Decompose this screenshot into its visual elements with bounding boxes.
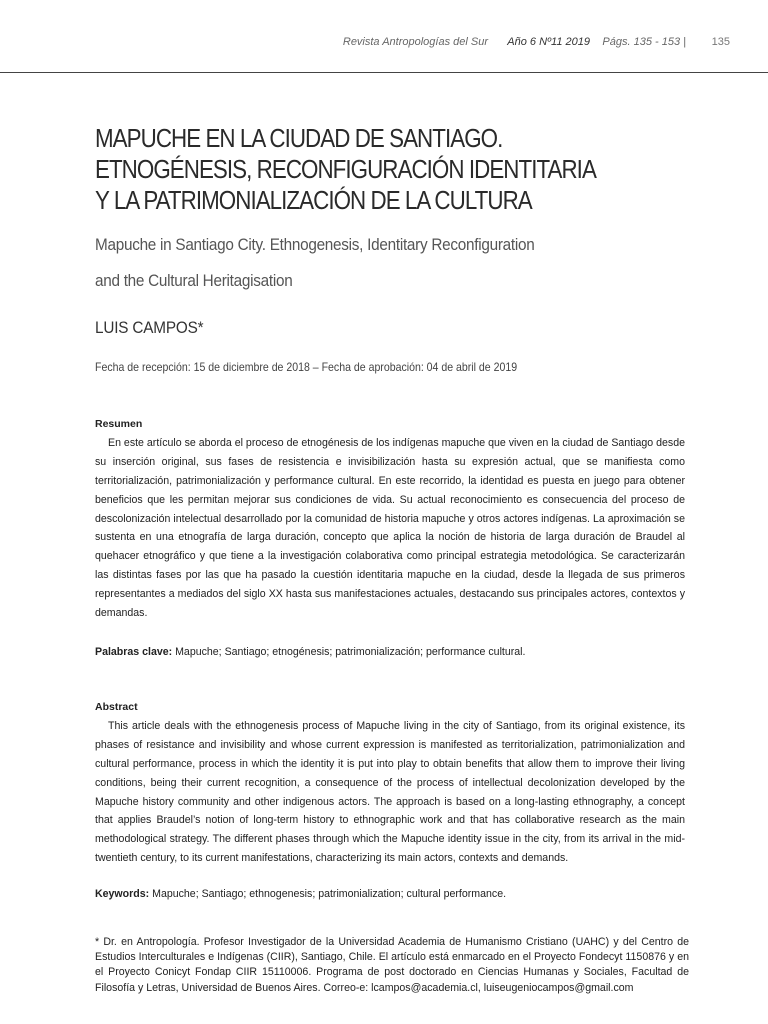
resumen-heading: Resumen: [95, 418, 143, 430]
title-line-2: ETNOGÉNESIS, RECONFIGURACIÓN IDENTITARIA: [95, 154, 596, 184]
journal-name: Revista Antropologías del Sur: [342, 36, 488, 48]
title-line-1: MAPUCHE EN LA CIUDAD DE SANTIAGO.: [95, 123, 503, 153]
resumen-section: [95, 415, 685, 623]
issue-info: Año 6 Nº11 2019: [507, 36, 590, 48]
abstract-section: [95, 698, 685, 868]
header-rule: [0, 72, 768, 73]
palabras-clave-value: Mapuche; Santiago; etnogénesis; patrimonialización; performance cultural.: [172, 646, 526, 658]
subtitle-line-2: and the Cultural Heritagisation: [95, 271, 293, 290]
subtitle-line-1: Mapuche in Santiago City. Ethnogenesis, Identitary Reconfiguration: [95, 235, 535, 254]
page-number: 135: [711, 36, 730, 48]
keywords-label: Keywords:: [95, 888, 150, 900]
title-line-3: Y LA PATRIMONIALIZACIÓN DE LA CULTURA: [95, 185, 532, 215]
article-title: [95, 123, 715, 216]
abstract-heading: Abstract: [95, 701, 138, 713]
author-footnote: * Dr. en Antropología. Profesor Investigador de la Universidad Academia de Humanismo Cristiano (UAHC) y del Centro de Estudios Interculturales e Indígenas (CIIR), Santiago, Chile. El artículo está enmarcado en el Proyecto Fondecyt 1150876 y en el Proyecto Conicyt Fondap CIIR 15110006. Programa de post doctorado en Ciencias Humanas y Sociales, Facultad de Filosofía y Letras, Universidad de Buenos Aires. Correo-e: lcampos@academia.cl, luiseugeniocampos@gmail.com: [95, 936, 689, 994]
keywords-value: Mapuche; Santiago; ethnogenesis; patrimonialization; cultural performance.: [149, 888, 507, 900]
article-subtitle: [95, 227, 715, 299]
palabras-clave: [95, 643, 685, 662]
author-name: LUIS CAMPOS*: [95, 318, 204, 337]
abstract-body: This article deals with the ethnogenesis process of Mapuche living in the city of Santiago, from its original existence, its phases of resistance and invisibility and whose current expression is manifested as territorialization, patrimonialization and cultural performance, process in which the identity it is put into play to obtain benefits that allow them to improve their living conditions, being their current recognition, a consequence of the process of intellectual decolonization developed by the Mapuche history community and other indigenous actors. The approach is based on a long-lasting ethnography, a concept that applies Braudel’s notion of long-term history to ethnographic work and that has collaborative research as the main methodological strategy. The different phases through which the Mapuche identity issue in the city, from its arrival in the mid-twentieth century, to its current manifestations, characterizing its main actors, contexts and demands.: [95, 719, 685, 865]
palabras-clave-label: Palabras clave:: [95, 646, 173, 658]
keywords: [95, 885, 685, 904]
running-header: [0, 36, 768, 56]
reception-dates: Fecha de recepción: 15 de diciembre de 2018 – Fecha de aprobación: 04 de abril de 2019: [95, 360, 518, 374]
page-range: Págs. 135 - 153 |: [602, 36, 686, 48]
resumen-body: En este artículo se aborda el proceso de etnogénesis de los indígenas mapuche que viven en la ciudad de Santiago desde su inserción original, sus fases de resistencia e invisibilización hasta su expresión actual, que se manifiesta como territorialización, patrimonialización y performance cultural. En este recorrido, la identidad es puesta en juego para obtener beneficios que les permitan mejorar sus condiciones de vida. Su actual reconocimiento es consecuencia del proceso de descolonización intelectual desarrollado por la comunidad de historia mapuche y otros actores indígenas. La aproximación se sustenta en una etnografía de larga duración, concepto que aplica la noción de historia de larga duración de Braudel al quehacer etnográfico y que tiene a la investigación colaborativa como principal estrategia metodológica. Se caracterizarán las distintas fases por las que ha pasado la cuestión identitaria mapuche en la ciudad, desde la llegada de sus primeros representantes a mediados del siglo XX hasta sus manifestaciones actuales, destacando sus principales actores, contextos y demandas.: [95, 436, 685, 620]
